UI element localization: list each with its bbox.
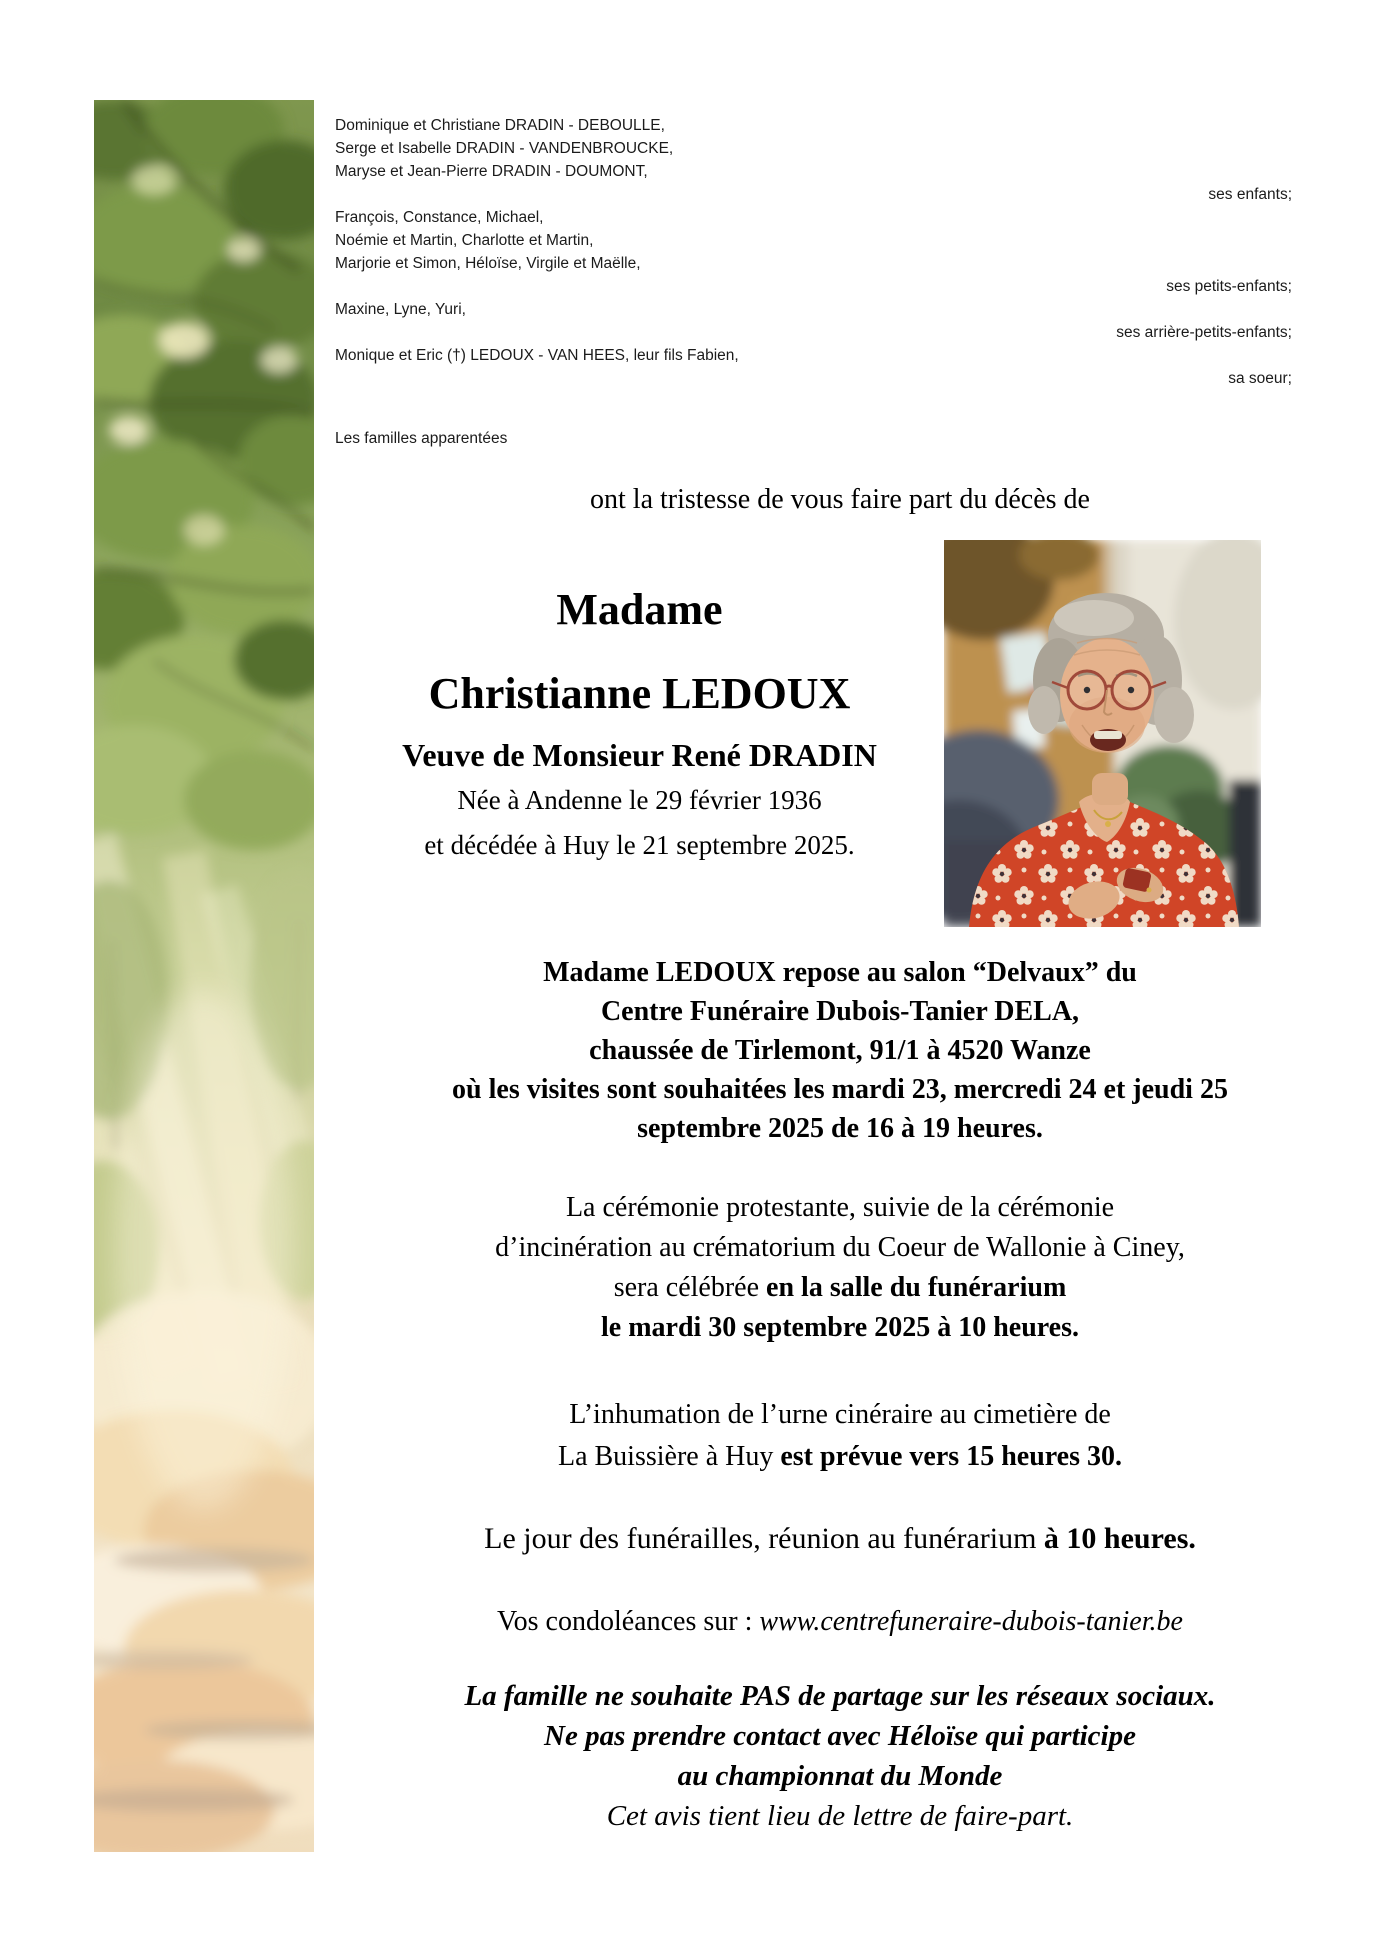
ceremony-line: le mardi 30 septembre 2025 à 10 heures. (600, 1312, 1080, 1343)
deceased-birth-line: Née à Andenne le 29 février 1936 (457, 785, 822, 815)
deceased-title: Madame (556, 585, 723, 634)
relation-label-sister: sa soeur; (1228, 370, 1292, 387)
notice-line: au championnat du Monde (677, 1760, 1003, 1792)
family-names-block (335, 114, 1310, 450)
family-notice (340, 1676, 1340, 1836)
notice-line: La famille ne souhaite PAS de partage sur les réseaux sociaux. (464, 1680, 1216, 1712)
family-line: Dominique et Christiane DRADIN - DEBOULLE, (335, 117, 665, 134)
inhumation-line: L’inhumation de l’urne cinéraire au cimetière de (569, 1399, 1111, 1430)
condolences-label: Vos condoléances sur : (497, 1606, 760, 1637)
family-line: Noémie et Martin, Charlotte et Martin, (335, 232, 594, 249)
deceased-block (335, 585, 944, 862)
condolences-url-link[interactable]: www.centrefuneraire-dubois-tanier.be (759, 1606, 1183, 1637)
forest-path-image (94, 100, 314, 1852)
visitation-line: chaussée de Tirlemont, 91/1 à 4520 Wanze (589, 1035, 1091, 1066)
visitation-paragraph (340, 953, 1340, 1148)
notice-closing-line: Cet avis tient lieu de lettre de faire-part. (606, 1800, 1074, 1832)
deceased-widow-line: Veuve de Monsieur René DRADIN (402, 737, 877, 773)
visitation-line: Madame LEDOUX repose au salon “Delvaux” du (543, 957, 1137, 988)
ceremony-line: d’incinération au crématorium du Coeur de Wallonie à Ciney, (495, 1232, 1185, 1263)
relation-label-great-grandchildren: ses arrière-petits-enfants; (1116, 324, 1292, 341)
family-line: Monique et Eric (†) LEDOUX - VAN HEES, leur fils Fabien, (335, 347, 739, 364)
inhumation-paragraph (340, 1394, 1340, 1478)
ceremony-line: sera célébrée en la salle du funérarium (613, 1272, 1067, 1303)
relation-label-children: ses enfants; (1208, 186, 1292, 203)
reunion-line: Le jour des funérailles, réunion au funérarium à 10 heures. (484, 1522, 1196, 1555)
family-line: François, Constance, Michael, (335, 209, 544, 226)
inhumation-line: La Buissière à Huy est prévue vers 15 heures 30. (557, 1441, 1123, 1472)
family-line: Maryse et Jean-Pierre DRADIN - DOUMONT, (335, 163, 648, 180)
ceremony-line: La cérémonie protestante, suivie de la cérémonie (565, 1192, 1115, 1223)
notice-line: Ne pas prendre contact avec Héloïse qui participe (544, 1720, 1136, 1752)
visitation-line: où les visites sont souhaitées les mardi 23, mercredi 24 et jeudi 25 (452, 1074, 1228, 1105)
deceased-death-line: et décédée à Huy le 21 septembre 2025. (424, 830, 855, 860)
related-families-line: Les familles apparentées (335, 430, 508, 447)
condolences-line (340, 1604, 1340, 1640)
deceased-name: Christianne LEDOUX (428, 669, 851, 718)
relation-label-grandchildren: ses petits-enfants; (1166, 278, 1292, 295)
visitation-line: septembre 2025 de 16 à 19 heures. (637, 1113, 1043, 1144)
family-line: Serge et Isabelle DRADIN - VANDENBROUCKE, (335, 140, 674, 157)
portrait-photo (944, 540, 1261, 927)
family-line: Marjorie et Simon, Héloïse, Virgile et Maëlle, (335, 255, 641, 272)
ceremony-paragraph (340, 1188, 1340, 1348)
visitation-line: Centre Funéraire Dubois-Tanier DELA, (600, 996, 1080, 1027)
announcement-line: ont la tristesse de vous faire part du décès de (590, 484, 1090, 515)
family-line: Maxine, Lyne, Yuri, (335, 301, 466, 318)
